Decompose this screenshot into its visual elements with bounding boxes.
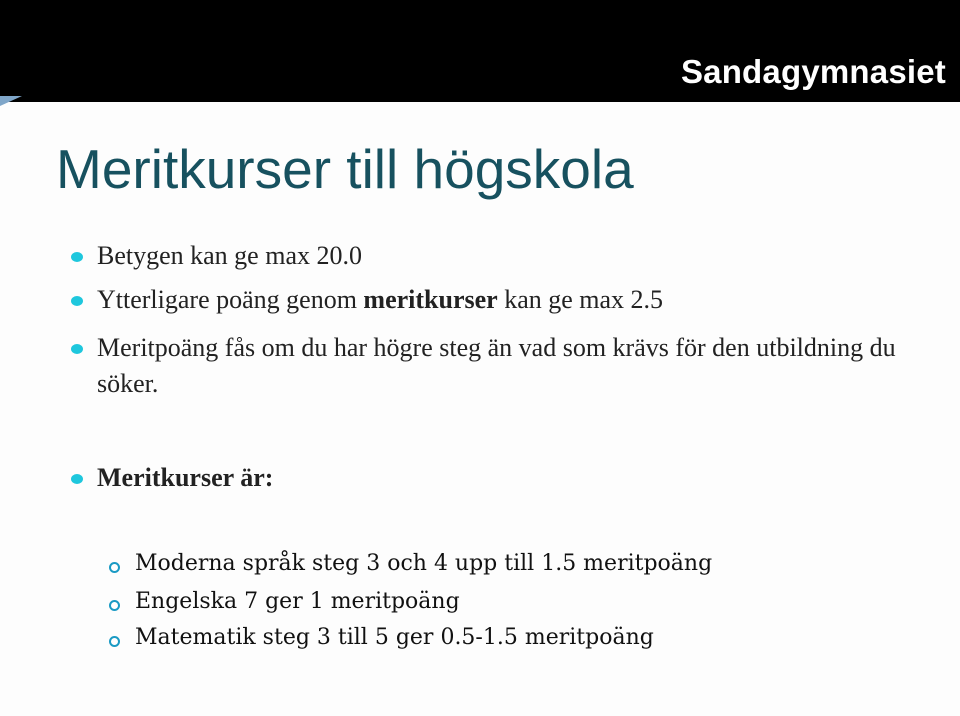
bullet-text: Betygen kan ge max 20.0 (97, 241, 362, 270)
subbullet-item (135, 546, 915, 582)
header-bar (0, 0, 960, 102)
subbullet-text: Matematik steg 3 till 5 ger 0.5-1.5 meritpoäng (135, 625, 654, 650)
bullet-item (97, 460, 917, 496)
bullet-dot-icon (71, 296, 83, 306)
subbullet-text: Engelska 7 ger 1 meritpoäng (135, 589, 460, 614)
subbullet-item (135, 620, 915, 656)
bullet-item (97, 282, 917, 318)
bullet-dot-icon (71, 344, 83, 354)
bullet-ring-icon (109, 562, 120, 573)
subbullet-text: Moderna språk steg 3 och 4 upp till 1.5 meritpoäng (135, 551, 713, 576)
bullet-item (97, 238, 917, 274)
slide-title: Meritkurser till högskola (56, 138, 634, 200)
bullet-item (97, 330, 917, 402)
bullet-text-bold: meritkurser (363, 285, 498, 314)
bullet-ring-icon (109, 600, 120, 611)
brand-name: Sandagymnasiet (680, 53, 946, 90)
bullet-ring-icon (109, 636, 120, 647)
bullet-text-bold: Meritkurser är: (97, 463, 274, 492)
bullet-text-prefix: Ytterligare poäng genom (97, 285, 364, 314)
bullet-text-suffix: kan ge max 2.5 (497, 285, 664, 314)
bullet-dot-icon (71, 474, 83, 484)
bullet-text: Meritpoäng fås om du har högre steg än vad som krävs för den utbildning du söker. (97, 333, 896, 398)
bullet-dot-icon (71, 252, 83, 262)
subbullet-item (135, 584, 915, 620)
header-accent (0, 96, 22, 106)
